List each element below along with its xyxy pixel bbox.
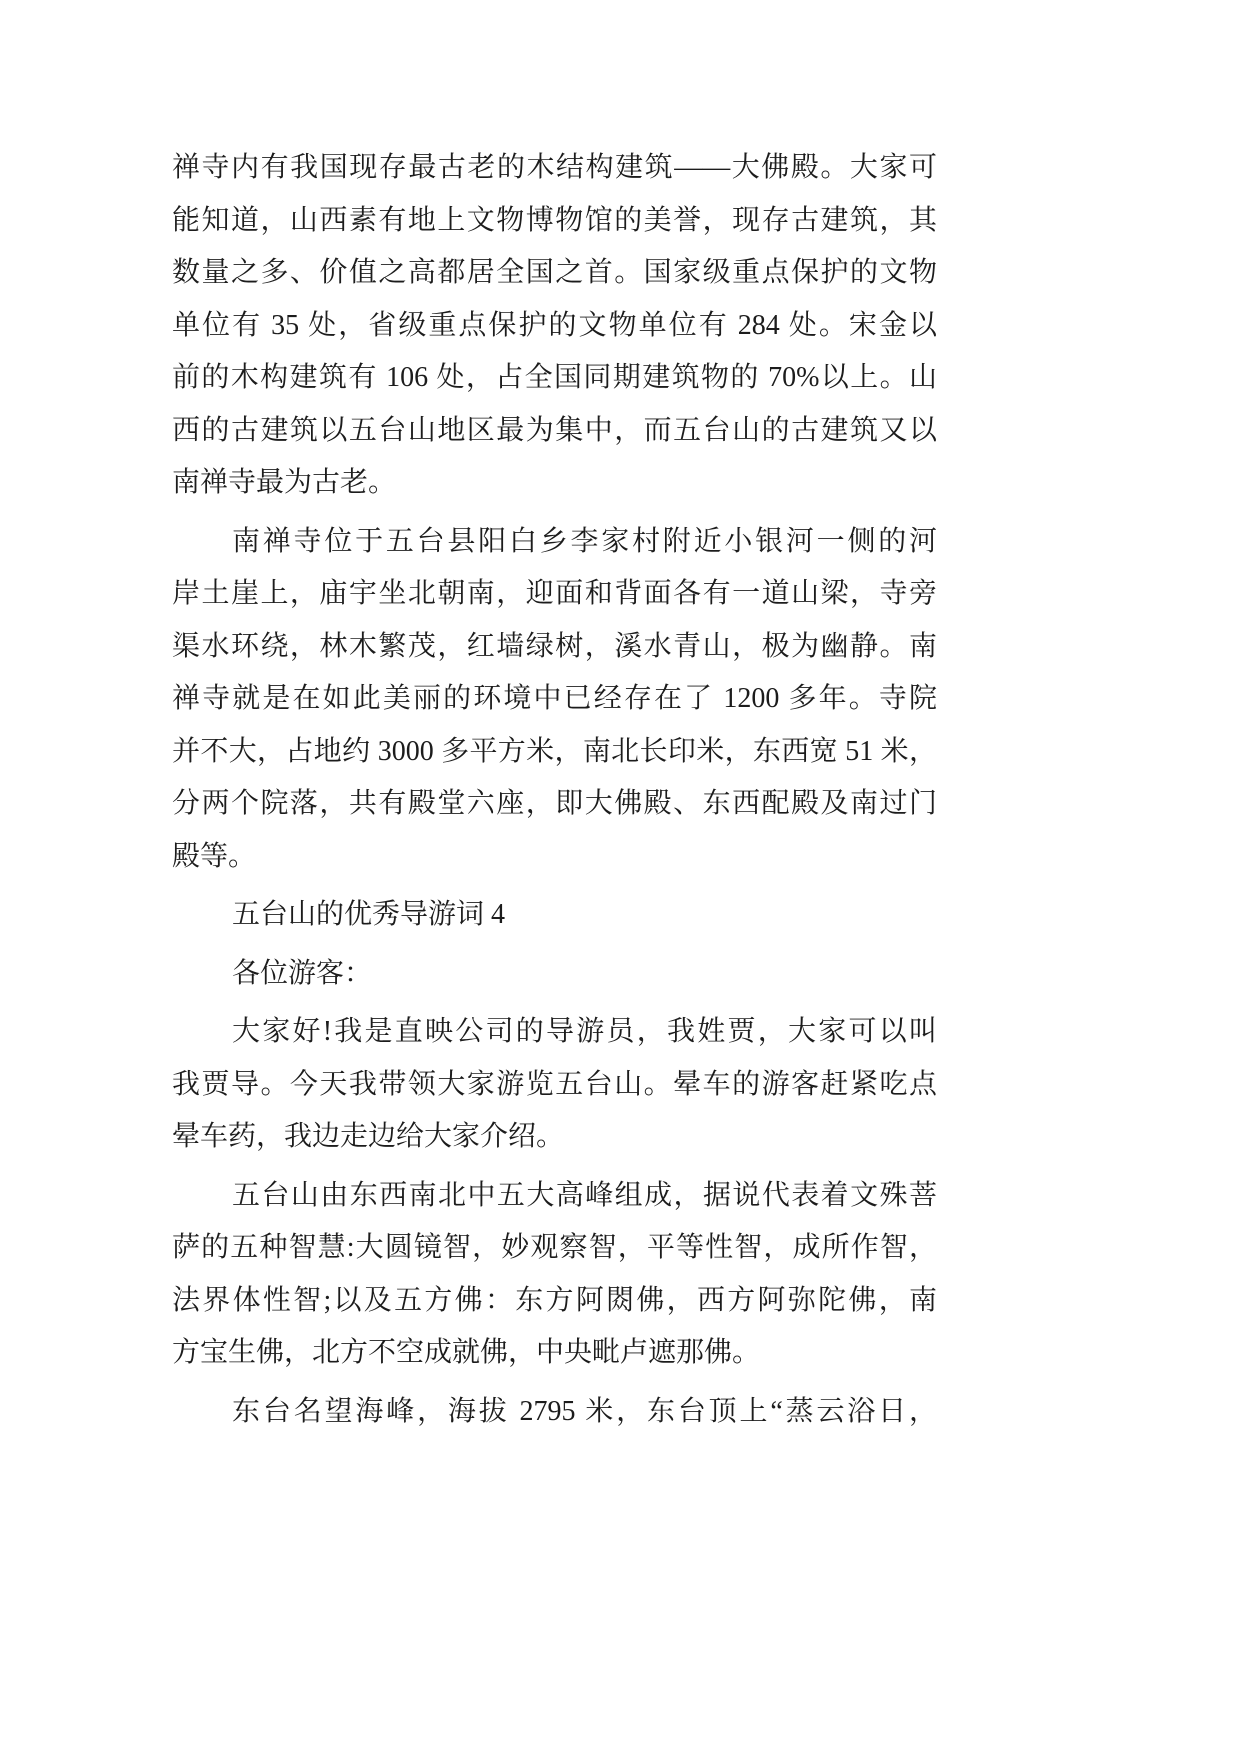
greeting (172, 948, 937, 1001)
text-line: 分两个院落，共有殿堂六座，即大佛殿、东西配殿及南过门 (172, 788, 937, 819)
text-line: 萨的五种智慧:大圆镜智，妙观察智，平等性智，成所作智， (172, 1232, 937, 1263)
text-line: 东台名望海峰，海拔 2795 米，东台顶上“蒸云浴日， (232, 1395, 937, 1427)
section-heading (172, 889, 937, 942)
paragraph (172, 142, 937, 510)
paragraph (172, 1170, 937, 1380)
section-heading-text: 五台山的优秀导游词 4 (232, 899, 506, 930)
paragraph (172, 1386, 937, 1439)
text-line: 西的古建筑以五台山地区最为集中，而五台山的古建筑又以 (172, 414, 937, 446)
greeting-line: 各位游客： (232, 957, 373, 989)
text-line: 我贾导。今天我带领大家游览五台山。晕车的游客赶紧吃点 (172, 1068, 937, 1100)
text-line: 禅寺内有我国现存最古老的木结构建筑——大佛殿。大家可 (172, 152, 937, 183)
text-line: 南禅寺最为古老。 (172, 467, 397, 498)
document-body (172, 142, 937, 1438)
text-line: 岸土崖上，庙宇坐北朝南，迎面和背面各有一道山梁，寺旁 (172, 578, 937, 609)
text-line: 殿等。 (172, 840, 257, 872)
text-line: 方宝生佛，北方不空成就佛，中央毗卢遮那佛。 (172, 1337, 761, 1368)
text-line: 晕车药，我边走边给大家介绍。 (172, 1121, 565, 1152)
text-line: 大家好!我是直映公司的导游员，我姓贾，大家可以叫 (232, 1016, 937, 1047)
text-line: 禅寺就是在如此美丽的环境中已经存在了 1200 多年。寺院 (172, 683, 937, 714)
paragraph (172, 516, 937, 884)
text-line: 能知道，山西素有地上文物博物馆的美誉，现存古建筑，其 (172, 204, 937, 236)
text-line: 南禅寺位于五台县阳白乡李家村附近小银河一侧的河 (232, 525, 937, 557)
text-line: 五台山由东西南北中五大高峰组成，据说代表着文殊菩 (232, 1179, 937, 1211)
text-line: 单位有 35 处，省级重点保护的文物单位有 284 处。宋金以 (172, 309, 937, 341)
text-line: 渠水环绕，林木繁茂，红墙绿树，溪水青山，极为幽静。南 (172, 630, 937, 662)
text-line: 法界体性智;以及五方佛：东方阿閦佛，西方阿弥陀佛，南 (172, 1284, 937, 1316)
text-line: 数量之多、价值之高都居全国之首。国家级重点保护的文物 (172, 257, 937, 288)
text-line: 前的木构建筑有 106 处，占全国同期建筑物的 70%以上。山 (172, 362, 937, 393)
paragraph (172, 1006, 937, 1164)
text-line: 并不大，占地约 3000 多平方米，南北长印米，东西宽 51 米， (172, 735, 937, 767)
